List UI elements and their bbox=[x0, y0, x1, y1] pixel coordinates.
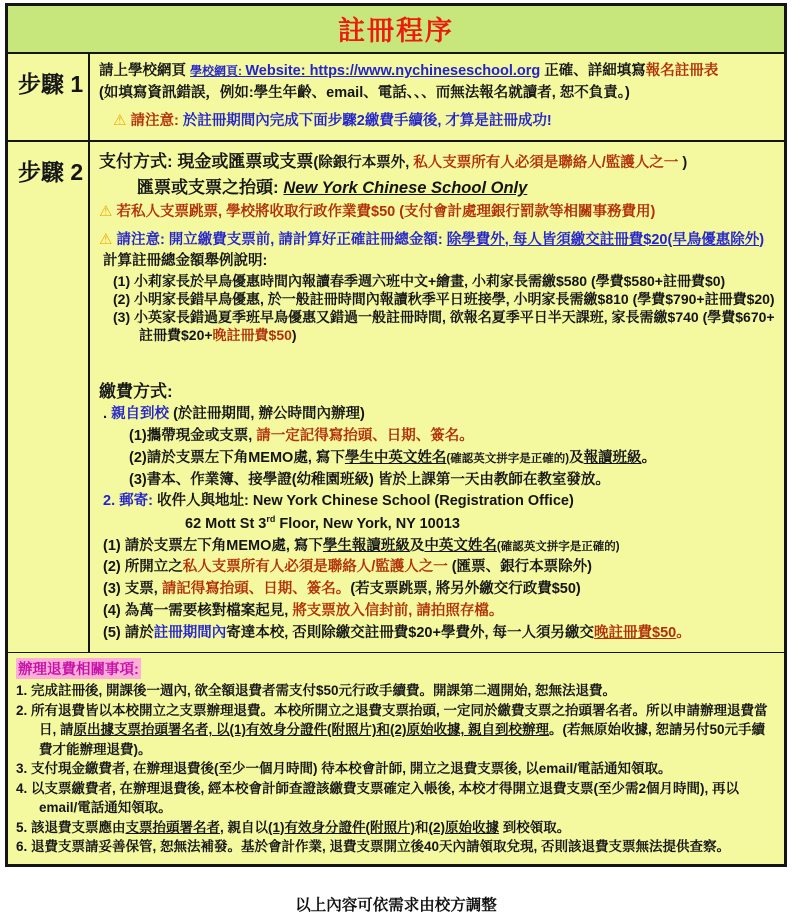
warning-icon: ⚠ bbox=[99, 202, 113, 220]
refund-item-3: 3. 支付現金繳費者, 在辦理退費後(至少一個月時間) 待本校會計師, 開立之退費支票後, 以email/電話通知領取。 bbox=[16, 761, 672, 777]
step1-content bbox=[90, 54, 784, 140]
payment-steps-heading: 繳費方式: bbox=[99, 381, 173, 401]
step1-notice-line bbox=[113, 110, 776, 133]
registration-procedure-document bbox=[5, 3, 787, 867]
warning-icon: ⚠ bbox=[99, 230, 113, 248]
step1-line-website bbox=[99, 61, 776, 83]
payee-line: 匯票或支票之抬頭: New York Chinese School Only bbox=[137, 178, 528, 197]
step1-line-disclaimer: (如填寫資訊錯誤，例如:學生年齡、email、電話、、、而無法報名就讀者, 恕不負責。) bbox=[99, 84, 630, 101]
mail-address-line: 62 Mott St 3rd Floor, New York, NY 10013 bbox=[185, 514, 460, 532]
refund-section bbox=[8, 652, 784, 864]
calc-example-1: (1) 小莉家長於早鳥優惠時間內報讀春季週六班中文+繪畫, 小莉家長需繳$580 (學費$580+註冊費$0) bbox=[113, 273, 726, 289]
step2-row bbox=[8, 142, 784, 652]
footer-note: 以上內容可依需求由校方調整 bbox=[295, 897, 497, 915]
calc-example-3: (3) 小英家長錯過夏季班早鳥優惠又錯過一般註冊時間, 欲報名夏季平日半天課班, 家長需繳$740 (學費$670+ 註冊費$20+晚註冊費$50) bbox=[113, 308, 775, 343]
bounced-check-warning-text: 若私人支票跳票, 學校將收取行政作業費$50 (支付會計處理銀行罰款等相關事務費用) bbox=[116, 203, 656, 220]
page-title: 註冊程序 bbox=[338, 16, 454, 46]
refund-item-4: 4. 以支票繳費者, 在辦理退費後, 經本校會計師查證該繳費支票確定入帳後, 本校才得開立退費支票(至少需2個月時間), 再以email/電話通知領取。 bbox=[16, 780, 740, 816]
step1-line1-prefix: 請上學校網頁 bbox=[99, 63, 191, 79]
in-person-item-1: (1)攜帶現金或支票, 請一定記得寫抬頭、日期、簽名。 bbox=[129, 428, 474, 445]
in-person-item-3: (3)書本、作業簿、接學證(幼稚園班級) 皆於上課第一天由教師在教室發放。 bbox=[129, 471, 610, 488]
total-amount-warning-text: 請注意: 開立繳費支票前, 請計算好正確註冊總金額: 除學費外, 每人皆須繳交註冊費$20(早鳥優惠除外) bbox=[116, 231, 765, 248]
school-website-link[interactable]: 學校網頁: Website: https://www.nychineseschool.org bbox=[190, 63, 541, 79]
step2-content bbox=[90, 142, 784, 652]
in-person-line: . 親自到校 (於註冊期間, 辦公時間內辦理) bbox=[103, 406, 365, 423]
payment-method-line: 支付方式: 現金或匯票或支票(除銀行本票外, 私人支票所有人必須是聯絡人/監護人之一 ) bbox=[99, 152, 688, 172]
total-amount-warning bbox=[99, 229, 776, 252]
warning-icon: ⚠ bbox=[113, 111, 127, 129]
step1-row bbox=[8, 54, 784, 142]
refund-item-2: 2. 所有退費皆以本校開立之支票辦理退費。本校所開立之退費支票抬頭, 一定同於繳費支票之抬頭署名者。所以申請辦理退費當日, 請原出據支票抬頭署名者, 以(1)有效身分證件(附照片)和(2)原始收據, 親自到校辦理。(若無原始收據, 恕請另付50元手續費才能辦理退費)。 bbox=[16, 702, 768, 757]
refund-heading: 辦理退費相關事項: bbox=[16, 658, 141, 679]
mail-item-1: (1) 請於支票左下角MEMO處, 寫下學生報讀班級及中英文姓名(確認英文拼字是正確的) bbox=[103, 537, 620, 554]
refund-item-1: 1. 完成註冊後, 開課後一週內, 欲全額退費者需支付$50元行政手續費。開課第二週開始, 恕無法退費。 bbox=[16, 683, 617, 699]
mail-item-3: (3) 支票, 請記得寫抬頭、日期、簽名。(若支票跳票, 將另外繳交行政費$50) bbox=[103, 581, 581, 598]
step2-label: 步驟 2 bbox=[8, 142, 90, 652]
mail-item-4: (4) 為萬一需要核對檔案起見, 將支票放入信封前, 請拍照存檔。 bbox=[103, 602, 504, 619]
step1-notice-text: 請注意: 於註冊期間內完成下面步驟2繳費手續後, 才算是註冊成功! bbox=[130, 112, 552, 129]
refund-item-5: 5. 該退費支票應由支票抬頭署名者, 親自以(1)有效身分證件(附照片)和(2)原始收據 到校領取。 bbox=[16, 819, 571, 835]
mail-item-5: (5) 請於註冊期間內寄達本校, 否則除繳交註冊費$20+學費外, 每一人須另繳交晚註冊費$50。 bbox=[103, 624, 691, 641]
mail-item-2: (2) 所開立之私人支票所有人必須是聯絡人/監護人之一 (匯票、銀行本票除外) bbox=[103, 559, 592, 576]
refund-item-6: 6. 退費支票請妥善保管, 恕無法補發。基於會計作業, 退費支票開立後40天內請領取兌現, 否則該退費支票無法提供查察。 bbox=[16, 838, 731, 854]
calc-examples-list bbox=[113, 273, 776, 345]
calc-example-2: (2) 小明家長錯早鳥優惠, 於一般註冊時間內報讀秋季平日班接學, 小明家長需繳$810 (學費$790+註冊費$20) bbox=[113, 290, 775, 307]
calc-examples-heading: 計算註冊總金額舉例說明: bbox=[103, 253, 268, 270]
step1-line1-suffix: 正確、詳細填寫報名註冊表 bbox=[540, 63, 719, 79]
in-person-item-2: (2)請於支票左下角MEMO處, 寫下學生中英文姓名(確認英文拼字是正確的)及報讀班級。 bbox=[129, 449, 657, 466]
bounced-check-warning bbox=[99, 201, 776, 224]
document-title-bar bbox=[8, 6, 784, 54]
step1-label: 步驟 1 bbox=[8, 54, 90, 140]
mail-line: 2. 郵寄: 收件人與地址: New York Chinese School (Registration Office) bbox=[103, 493, 574, 510]
